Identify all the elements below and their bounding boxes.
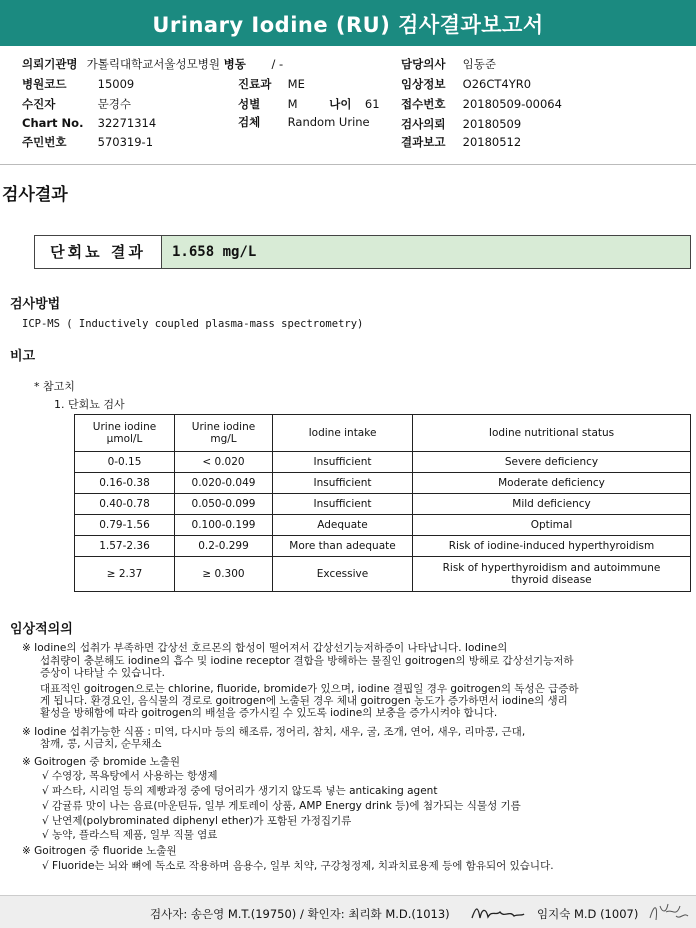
bromide-heading: ※ Goitrogen 중 bromide 노출원 [22,756,181,768]
clinical-label: 임상정보 [401,77,446,91]
table-cell: Insufficient [273,473,413,494]
receipt-value: 20180509-00064 [462,97,562,111]
bromide-item-5: √ 농약, 플라스틱 제품, 일부 직물 염료 [42,829,218,841]
specimen-label: 검체 [238,115,261,129]
table-cell: 0.40-0.78 [75,494,175,515]
table-cell: 0.2-0.299 [175,536,273,557]
table-header-2: Urine iodine mg/L [175,415,273,452]
ref-heading: * 참고치 [34,380,75,393]
table-cell: 0.020-0.049 [175,473,273,494]
method-text: ICP-MS ( Inductively coupled plasma-mass spectrometry) [22,318,364,330]
report-label: 결과보고 [401,135,446,149]
report-title: Urinary Iodine (RU) 검사결과보고서 [0,0,696,46]
table-cell: < 0.020 [175,452,273,473]
handwritten-signature-icon [646,898,690,926]
table-cell: Insufficient [273,452,413,473]
table-header-4: Iodine nutritional status [413,415,691,452]
doctor-value: 임동준 [462,57,496,71]
fluoride-heading: ※ Goitrogen 중 fluoride 노출원 [22,845,177,857]
sex-label: 성별 [238,97,261,111]
signer-info: 임지숙 M.D (1007) [537,907,639,921]
clinical-value: O26CT4YR0 [462,77,532,91]
remarks-heading: 비고 [10,349,36,364]
result-box [34,235,691,269]
patient-label: 수진자 [22,97,56,111]
bromide-item-4: √ 난연제(polybrominated diphenyl ether)가 포함된 가정집기류 [42,815,352,827]
table-cell: Risk of iodine-induced hyperthyroidism [413,536,691,557]
signature-scribble-icon [470,902,526,924]
table-cell: Severe deficiency [413,452,691,473]
institution-row [22,56,283,72]
clinical-p2-line3: 활성을 방해함에 따라 goitrogen의 배설을 증가시킬 수 있도록 iodine의 보충을 증가시켜야 합니다. [40,707,498,719]
dept-label: 진료과 [238,77,272,91]
doctor-label: 담당의사 [401,57,446,71]
table-cell: ≥ 0.300 [175,557,273,592]
method-heading: 검사방법 [10,297,61,312]
clinical-p2-line1: 대표적인 goitrogen으로는 chlorine, fluoride, bromide가 있으며, iodine 결핍일 경우 goitrogen의 독성은 급증하 [40,683,579,695]
report-value: 20180512 [462,135,522,149]
ref-subheading: 1. 단회뇨 검사 [54,398,125,411]
specimen-value: Random Urine [287,115,370,129]
chart-value: 32271314 [97,116,157,130]
clinical-p3-line1: ※ Iodine 섭취가능한 식품 : 미역, 다시마 등의 해조류, 정어리, 참치, 새우, 굴, 조개, 연어, 새우, 리마콩, 근대, [22,726,526,738]
hospcode-value: 15009 [97,77,135,91]
table-header-3: Iodine intake [273,415,413,452]
table-cell: Insufficient [273,494,413,515]
clinical-p1-line3: 증상이 나타날 수 있습니다. [40,667,165,679]
hospcode-label: 병원코드 [22,77,67,91]
table-cell: Mild deficiency [413,494,691,515]
table-cell: 0.79-1.56 [75,515,175,536]
chart-label: Chart No. [22,116,84,130]
result-label: 단회뇨 결과 [35,236,162,268]
table-cell: Excessive [273,557,413,592]
table-cell: 0.16-0.38 [75,473,175,494]
table-cell: More than adequate [273,536,413,557]
age-label: 나이 [329,97,352,111]
bromide-item-3: √ 감귤류 맛이 나는 음료(마운틴듀, 일부 게토레이 상품, AMP Energy drink 등)에 첨가되는 식물성 기름 [42,800,521,812]
patient-info-panel [0,52,696,165]
sex-value: M [287,97,298,111]
table-cell: ≥ 2.37 [75,557,175,592]
reference-table [74,414,691,592]
clinical-p3-line2: 참깨, 콩, 시금치, 순무채소 [40,738,162,750]
tester-info: 검사자: 송은영 M.T.(19750) / 확인자: 최리화 M.D.(1013) [150,907,450,921]
ward-value: / - [271,57,284,71]
table-cell: Moderate deficiency [413,473,691,494]
table-row [75,494,691,515]
request-value: 20180509 [462,117,522,131]
receipt-label: 접수번호 [401,97,446,111]
table-row [75,557,691,592]
table-row [75,515,691,536]
patient-value: 문경수 [97,97,131,111]
id-label: 주민번호 [22,135,67,149]
clinical-heading: 임상적의의 [10,622,73,637]
table-cell: Adequate [273,515,413,536]
table-cell: 0.050-0.099 [175,494,273,515]
ward-label: 병동 [223,57,246,71]
dept-value: ME [287,77,305,91]
table-header-1: Urine iodine μmol/L [75,415,175,452]
fluoride-item-1: √ Fluoride는 뇌와 뼈에 독소로 작용하며 음용수, 일부 치약, 구강청정제, 치과치료용제 등에 함유되어 있습니다. [42,860,554,872]
table-row [75,536,691,557]
table-cell: Optimal [413,515,691,536]
table-row [75,473,691,494]
table-cell: 0.100-0.199 [175,515,273,536]
bromide-item-1: √ 수영장, 목욕탕에서 사용하는 항생제 [42,770,218,782]
institution-value: 가톨릭대학교서울성모병원 [86,57,220,71]
id-value: 570319-1 [97,135,154,149]
age-value: 61 [364,97,380,111]
clinical-p1-line2: 섭취량이 충분해도 iodine의 흡수 및 iodine receptor 결합을 방해하는 물질인 goitrogen의 방해로 갑상선기능저하 [40,655,574,667]
clinical-p1-line1: ※ Iodine의 섭취가 부족하면 갑상선 호르몬의 합성이 떨어져서 갑상선기능저하증이 나타납니다. Iodine의 [22,642,508,654]
table-row [75,452,691,473]
result-heading: 검사결과 [2,185,68,205]
signature-footer [0,895,696,928]
table-cell: 1.57-2.36 [75,536,175,557]
table-cell: Risk of hyperthyroidism and autoimmune thyroid disease [413,557,691,592]
bromide-item-2: √ 파스타, 시리얼 등의 제빵과정 중에 덩어리가 생기지 않도록 넣는 anticaking agent [42,785,438,797]
request-label: 검사의뢰 [401,117,446,131]
table-cell: 0-0.15 [75,452,175,473]
clinical-p2-line2: 게 됩니다. 환경요인, 음식물의 경로로 goitrogen에 노출된 경우 체내 goitrogen 농도가 증가하면서 iodine의 생리 [40,695,568,707]
institution-label: 의뢰기관명 [22,57,78,71]
result-value: 1.658 mg/L [162,236,690,268]
